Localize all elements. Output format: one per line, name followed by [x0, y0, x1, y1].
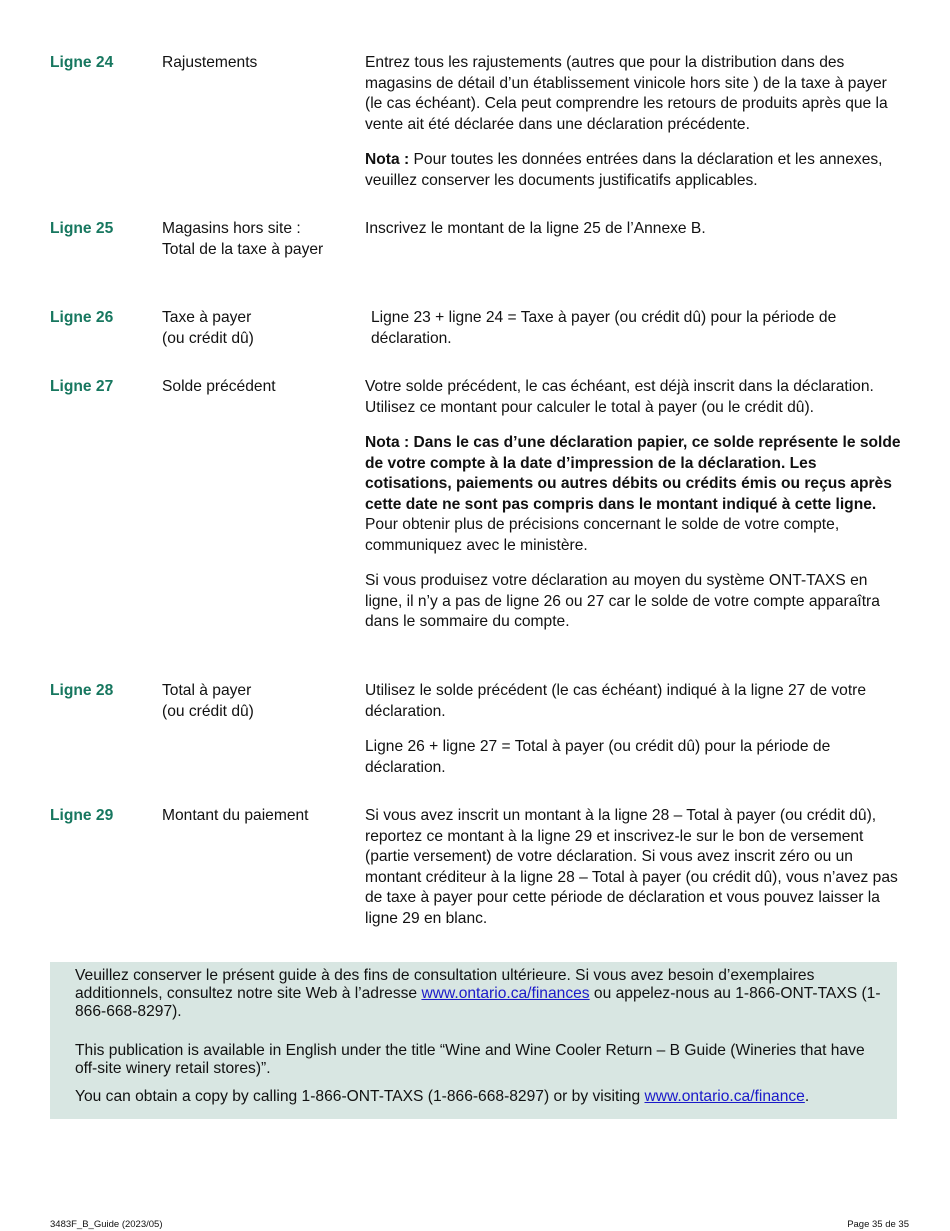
line-label: Ligne 27 — [50, 378, 114, 395]
formula-paragraph: Ligne 26 + ligne 27 = Total à payer (ou crédit dû) pour la période de déclaration. — [365, 738, 831, 776]
info-english-title: This publication is available in English under the title “Wine and Wine Cooler Return – B Guide (Wineries that have off-site winery retail stores)”. — [75, 1042, 865, 1077]
line-title — [162, 681, 347, 722]
line-title — [162, 308, 347, 349]
line-description — [365, 308, 911, 349]
description-paragraph: Si vous avez inscrit un montant à la ligne 28 – Total à payer (ou crédit dû), reportez ce montant à la ligne 29 et inscrivez-le sur le bon de versement (partie versement) de votre déclaration. Si vous avez inscrit zéro ou un montant créditeur à la ligne 28 – Total à payer (ou crédit dû), vous n’avez pas de taxe à payer pour cette période de déclaration et vous pouvez laisser la ligne 29 en blanc. — [365, 807, 898, 927]
description-paragraph: Votre solde précédent, le cas échéant, est déjà inscrit dans la déclaration. Utilisez ce montant pour calculer le total à payer (ou le crédit dû). — [365, 378, 874, 416]
line-label: Ligne 28 — [50, 682, 114, 699]
line-title: Solde précédent — [162, 378, 276, 395]
description-paragraph: Ligne 23 + ligne 24 = Taxe à payer (ou crédit dû) pour la période de déclaration. — [371, 309, 837, 347]
line-description — [365, 377, 905, 633]
ont-taxs-paragraph: Si vous produisez votre déclaration au moyen du système ONT-TAXS en ligne, il n’y a pas de ligne 26 ou 27 car le solde de votre compte apparaîtra dans le sommaire du compte. — [365, 572, 880, 630]
info-english-period: . — [804, 1088, 810, 1105]
note-bold-text: Nota : Dans le cas d’une déclaration papier, ce solde représente le solde de votre compte à la date d’impression de la déclaration. Les cotisations, paiements ou autres débits ou crédits émis ou reçus après cette date ne sont pas compris dans le montant indiqué à cette ligne. — [365, 434, 901, 513]
form-id: 3483F_B_Guide (2023/05) — [50, 1219, 163, 1230]
line-description — [365, 219, 905, 240]
note-paragraph — [365, 433, 905, 556]
line-title-line1: Total à payer — [162, 682, 252, 699]
description-paragraph: Entrez tous les rajustements (autres que pour la distribution dans des magasins de détail d’un établissement vinicole hors site ) de la taxe à payer (le cas échéant). Cela peut comprendre les retours de produits après que la vente ait été déclarée dans une déclaration précédente. — [365, 54, 888, 133]
line-label: Ligne 24 — [50, 54, 114, 71]
line-description — [365, 806, 905, 929]
line-title-line1: Taxe à payer — [162, 309, 252, 326]
note-label: Nota : — [365, 151, 414, 168]
note-text: Pour toutes les données entrées dans la déclaration et les annexes, veuillez conserver les documents justificatifs applicables. — [365, 151, 883, 189]
info-french-paragraph — [75, 967, 887, 1021]
note-paragraph — [365, 150, 905, 191]
note-text: Pour obtenir plus de précisions concernant le solde de votre compte, communiquez avec le ministère. — [365, 516, 840, 554]
page-number: Page 35 de 35 — [847, 1219, 909, 1230]
line-label: Ligne 25 — [50, 220, 114, 237]
description-paragraph: Inscrivez le montant de la ligne 25 de l’Annexe B. — [365, 220, 706, 237]
line-label: Ligne 26 — [50, 309, 114, 326]
info-english-copy — [75, 1088, 887, 1106]
line-title: Rajustements — [162, 54, 258, 71]
info-box — [50, 962, 897, 1119]
line-title-line2: (ou crédit dû) — [162, 329, 254, 347]
line-label: Ligne 29 — [50, 807, 114, 824]
line-title: Montant du paiement — [162, 807, 309, 824]
finances-link[interactable]: www.ontario.ca/finances — [421, 985, 590, 1002]
info-french-text: Veuillez conserver le présent guide à des fins de consultation ultérieure. Si vous avez besoin d’exemplaires additionnels, consultez notre site Web à l’adresse — [75, 967, 815, 1002]
info-french-phone: ou appelez-nous au 1-866-ONT-TAXS (1-866-668-8297). — [75, 985, 881, 1020]
line-title: Magasins hors site : Total de la taxe à payer — [162, 220, 324, 258]
line-description — [365, 53, 905, 191]
info-english-text: You can obtain a copy by calling 1-866-ONT-TAXS (1-866-668-8297) or by visiting — [75, 1088, 645, 1105]
line-description — [365, 681, 905, 778]
finance-link[interactable]: www.ontario.ca/finance — [644, 1088, 805, 1105]
description-paragraph: Utilisez le solde précédent (le cas échéant) indiqué à la ligne 27 de votre déclaration. — [365, 682, 867, 720]
line-title-line2: (ou crédit dû) — [162, 702, 254, 720]
